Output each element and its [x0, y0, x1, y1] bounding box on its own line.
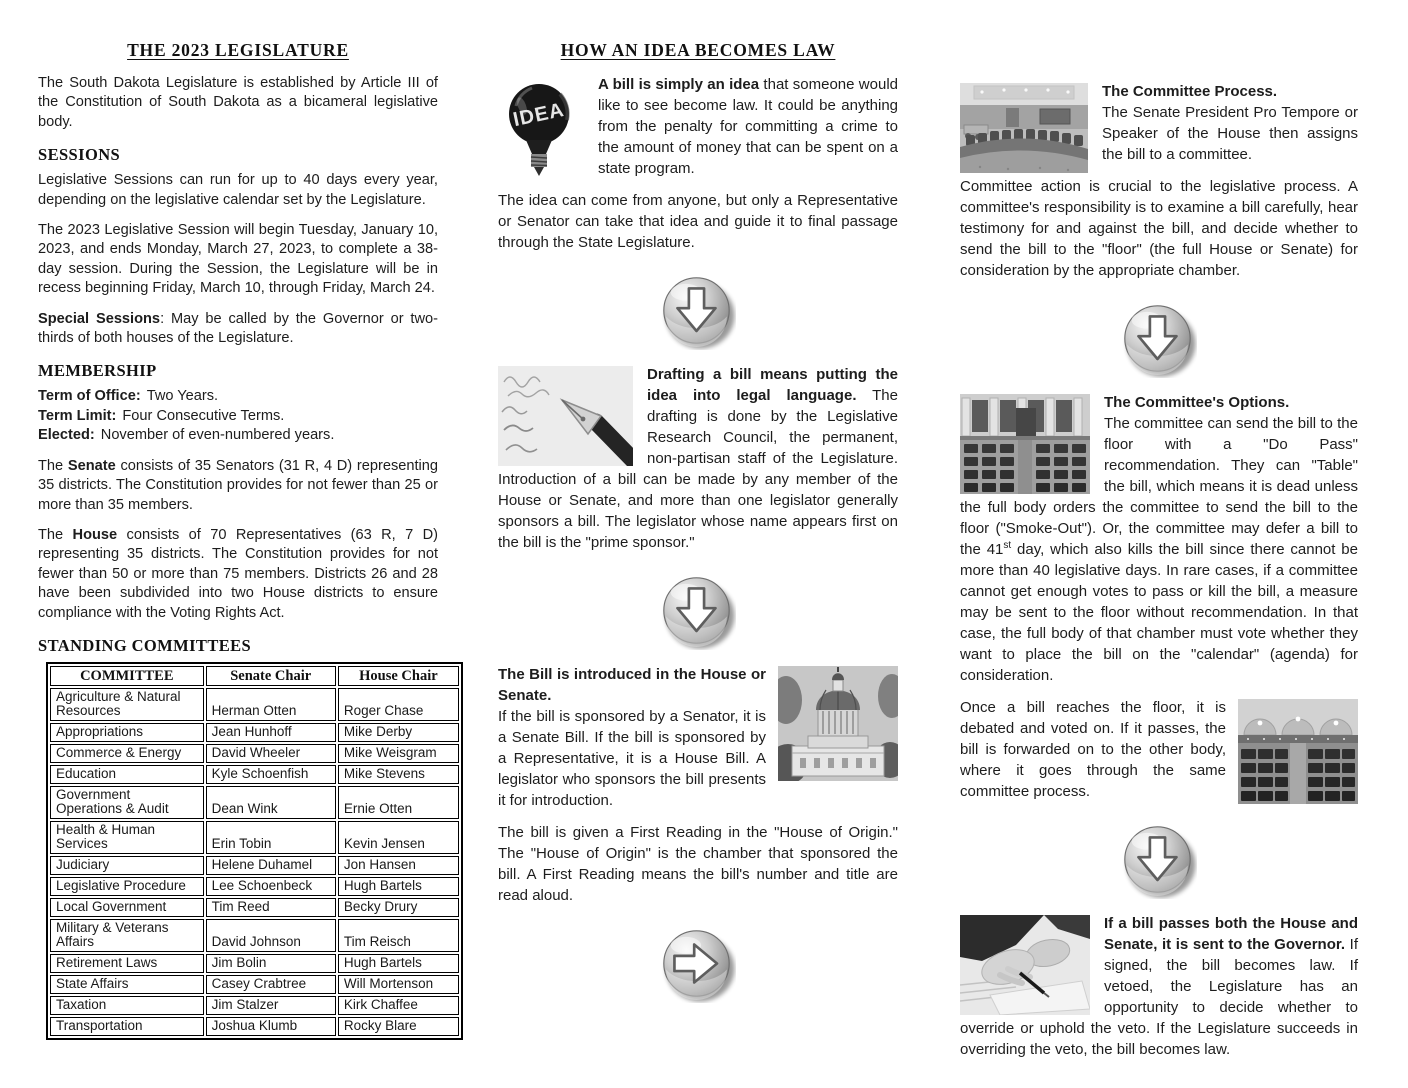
idea-section	[498, 74, 898, 264]
down-arrow-icon	[1121, 823, 1197, 899]
table-row: Government Operations & Audit Dean Wink Ernie Otten	[50, 786, 459, 819]
drafting-section	[498, 364, 898, 564]
step-arrow	[1121, 823, 1197, 899]
column-header-senate-chair: Senate Chair	[206, 666, 336, 686]
table-row: Transportation Joshua Klumb Rocky Blare	[50, 1017, 459, 1036]
term-of-office-line: Term of Office: Two Years.	[38, 388, 219, 405]
column-committee-process	[960, 40, 1358, 1071]
chamber-photo	[960, 394, 1090, 494]
special-sessions-label: Special Sessions	[38, 310, 161, 327]
standing-committees-heading: STANDING COMMITTEES	[38, 635, 252, 655]
table-row: Education Kyle Schoenfish Mike Stevens	[50, 765, 459, 784]
governor-paragraph: If a bill passes both the House and Senate, it is sent to the Governor. If signed, the bill becomes law. If vetoed, the Legislature has an opportunity to decide whether to override or uphold the veto. If the Legislature succeeds in overriding the veto, the bill becomes law.	[960, 915, 1358, 1058]
table-header-row	[50, 666, 459, 686]
introduction-paragraph: The Bill is introduced in the House or Senate. If the bill is sponsored by a Senator, it is a Senate Bill. If the bill is sponsored by a Representative, it is a House Bill. A legislator who sponsors the bill presents it for introduction.	[498, 666, 766, 809]
committee-action-paragraph: Committee action is crucial to the legislative process. A committee's responsibility is to examine a bill carefully, hear testimony for and against the bill, and decide whether to send the bill to the "floor" (the full House or Senate) for consideration by the appropriate chamber.	[960, 178, 1358, 279]
membership-heading: MEMBERSHIP	[38, 361, 157, 381]
table-row: Retirement Laws Jim Bolin Hugh Bartels	[50, 954, 459, 973]
pen-writing-photo	[498, 366, 633, 466]
committee-process-paragraph: The Committee Process. The Senate President Pro Tempore or Speaker of the House then assigns the bill to a committee.	[1102, 83, 1358, 163]
table-row: Health & Human Services Erin Tobin Kevin Jensen	[50, 821, 459, 854]
drafting-paragraph: Drafting a bill means putting the idea into legal language. The drafting is done by the Legislative Research Council, the permanent, non-partisan staff of the Legislature. Introduction of a bill can be made by any member of the House or Senate, and more than one legislator generally sponsors a bill. The legislator whose name appears first on the bill is the "prime sponsor."	[498, 366, 898, 551]
senate-paragraph: The Senate consists of 35 Senators (31 R, 4 D) representing 35 districts. The Constitution provides for not fewer than 25 or more than 35 members.	[38, 457, 439, 513]
idea-paragraph: A bill is simply an idea that someone would like to see become law. It could be anything from the penalty for committing a crime to the amount of money that can be spent on a state program.	[598, 76, 898, 177]
table-row: Taxation Jim Stalzer Kirk Chaffee	[50, 996, 459, 1015]
committee-options-paragraph: The Committee's Options. The committee can send the bill to the floor with a "Do Pass" recommendation. They can "Table" the bill, which means it is dead unless the full body orders the committee to send the bill to the floor ("Smoke-Out"). Or, the committee may defer a bill to the 41st day, which also kills the bill since there cannot be more than 40 legislative days. In rare cases, if a committee cannot get enough votes to pass or kill the bill, a measure may be sent to the floor without recommendation. In that case, the full body of that chamber must vote whether they want to place the bill on the "calendar" (agenda) for consideration.	[960, 394, 1358, 684]
step-arrow	[660, 274, 736, 350]
column-header-house-chair: House Chair	[338, 666, 459, 686]
table-row: Appropriations Jean Hunhoff Mike Derby	[50, 723, 459, 742]
first-reading-paragraph: The bill is given a First Reading in the "House of Origin." The "House of Origin" is the chamber that sponsored the bill. A First Reading means the bill's number and title are read aloud.	[498, 824, 898, 904]
special-sessions-paragraph: Special Sessions: May be called by the Governor or two-thirds of both houses of the Legislature.	[38, 310, 438, 347]
committees-table	[46, 662, 463, 1040]
table-row: Commerce & Energy David Wheeler Mike Weisgram	[50, 744, 459, 763]
step-arrow	[660, 927, 736, 1003]
sessions-paragraph-1: Legislative Sessions can run for up to 40 days every year, depending on the legislative calendar set by the Legislature.	[38, 172, 438, 208]
step-arrow	[1121, 302, 1197, 378]
down-arrow-icon	[1121, 302, 1197, 378]
down-arrow-icon	[660, 574, 736, 650]
capitol-dome-photo	[778, 666, 898, 781]
term-limit-line: Term Limit: Four Consecutive Terms.	[38, 407, 285, 424]
superscript-st: st	[1003, 540, 1012, 551]
table-row: Legislative Procedure Lee Schoenbeck Hugh Bartels	[50, 877, 459, 896]
introduction-section	[498, 664, 898, 917]
idea-lightbulb-photo	[498, 76, 584, 178]
column-legislature	[38, 40, 438, 1040]
table-row: Local Government Tim Reed Becky Drury	[50, 898, 459, 917]
floor-debate-paragraph: Once a bill reaches the floor, it is debated and voted on. If it passes, the bill is forwarded on to the other body, where it goes through the same committee process.	[960, 699, 1226, 800]
down-arrow-icon	[660, 274, 736, 350]
sessions-paragraph-2: The 2023 Legislative Session will begin Tuesday, January 10, 2023, and ends Monday, March 27, 2023, to complete a 38-day session. During the Session, the Legislature will be in recess beginning Friday, March 10, through Friday, March 24.	[38, 222, 438, 297]
page-title-middle: HOW AN IDEA BECOMES LAW	[560, 40, 836, 60]
committee-room-photo	[960, 83, 1088, 173]
bill-signing-photo	[960, 915, 1090, 1015]
right-arrow-icon	[660, 927, 736, 1003]
table-row: Agriculture & Natural Resources Herman Otten Roger Chase	[50, 688, 459, 721]
floor-debate-section	[960, 697, 1358, 813]
sessions-heading: SESSIONS	[38, 145, 121, 165]
column-idea-becomes-law	[498, 40, 898, 1017]
committee-options-section	[960, 392, 1358, 697]
idea-paragraph-2: The idea can come from anyone, but only a Representative or Senator can take that idea and guide it to final passage through the State Legislature.	[498, 192, 898, 251]
house-floor-photo	[1238, 699, 1358, 804]
table-row: Judiciary Helene Duhamel Jon Hansen	[50, 856, 459, 875]
intro-paragraph: The South Dakota Legislature is established by Article III of the Constitution of South Dakota as a bicameral legislative body.	[38, 75, 438, 130]
table-row: State Affairs Casey Crabtree Will Mortenson	[50, 975, 459, 994]
elected-line: Elected: November of even-numbered years.	[38, 427, 335, 444]
page-title-left: THE 2023 LEGISLATURE	[127, 40, 349, 60]
step-arrow	[660, 574, 736, 650]
governor-section	[960, 913, 1358, 1071]
house-paragraph: The House consists of 70 Representatives (63 R, 7 D) representing 35 districts. The Constitution provides for not fewer than 50 or more than 75 members. Districts 26 and 28 have been subdivided into two House districts to ensure compliance with the Voting Rights Act.	[38, 526, 439, 621]
column-header-committee: COMMITTEE	[50, 666, 204, 686]
table-row: Military & Veterans Affairs David Johnson Tim Reisch	[50, 919, 459, 952]
svg-text:IDEA: IDEA	[511, 98, 567, 132]
membership-terms	[38, 387, 438, 445]
committee-process-section	[960, 81, 1358, 292]
